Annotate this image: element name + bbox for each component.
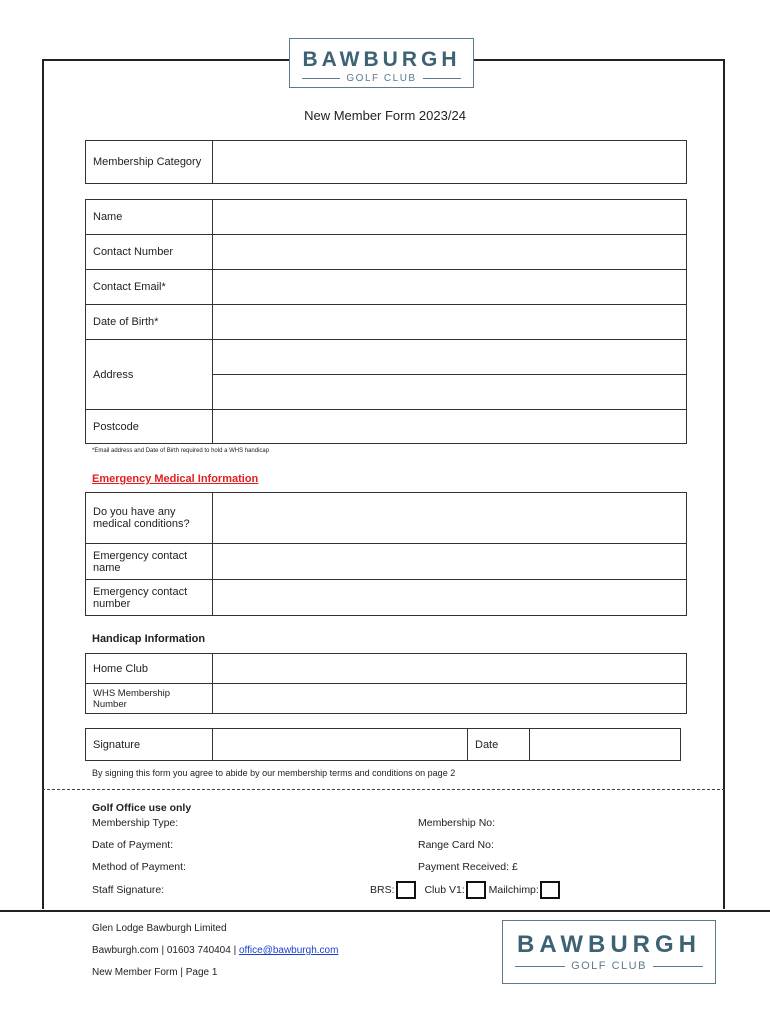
footer-site-phone: Bawburgh.com | 01603 740404 | bbox=[92, 945, 239, 956]
clubv1-checkbox[interactable] bbox=[466, 881, 486, 899]
footer-page: New Member Form | Page 1 bbox=[92, 967, 218, 978]
footer-contact bbox=[92, 945, 338, 956]
clubv1-label: Club V1: bbox=[424, 883, 465, 896]
field-label: Date bbox=[468, 729, 530, 761]
office-label: Staff Signature: bbox=[92, 884, 165, 896]
signature-table bbox=[85, 728, 681, 761]
field-label: Do you have any medical conditions? bbox=[86, 493, 213, 544]
office-label: Membership No: bbox=[418, 817, 496, 829]
handicap-heading: Handicap Information bbox=[92, 633, 206, 645]
emergency-name-field[interactable] bbox=[213, 544, 687, 580]
footer-rule bbox=[0, 910, 770, 912]
membership-table bbox=[85, 140, 687, 184]
signature-field[interactable] bbox=[213, 729, 468, 761]
field-label: Emergency contact number bbox=[86, 580, 213, 616]
field-label: Home Club bbox=[86, 654, 213, 684]
cut-line bbox=[42, 789, 725, 790]
office-heading: Golf Office use only bbox=[92, 802, 192, 814]
address-line-1-field[interactable] bbox=[213, 340, 687, 375]
field-label: Name bbox=[86, 200, 213, 235]
mailchimp-label: Mailchimp: bbox=[488, 883, 539, 896]
mailchimp-checkbox[interactable] bbox=[540, 881, 560, 899]
field-label: Address bbox=[86, 340, 213, 410]
field-label: Contact Number bbox=[86, 235, 213, 270]
emergency-heading: Emergency Medical Information bbox=[92, 473, 259, 485]
club-logo bbox=[289, 38, 474, 88]
office-label: Payment Received: £ bbox=[418, 861, 518, 873]
handicap-note: *Email address and Date of Birth required to hold a WHS handicap bbox=[92, 448, 270, 454]
office-label: Membership Type: bbox=[92, 817, 179, 829]
logo-name: BAWBURGH bbox=[302, 48, 461, 71]
field-label: Signature bbox=[86, 729, 213, 761]
logo-sub: GOLF CLUB bbox=[346, 73, 417, 84]
logo-name: BAWBURGH bbox=[517, 931, 701, 958]
brs-checkbox[interactable] bbox=[396, 881, 416, 899]
footer-email-link[interactable]: office@bawburgh.com bbox=[238, 945, 339, 956]
contact-number-field[interactable] bbox=[213, 235, 687, 270]
field-label: Postcode bbox=[86, 410, 213, 444]
office-checkboxes bbox=[370, 881, 560, 899]
field-label: Emergency contact name bbox=[86, 544, 213, 580]
medical-conditions-field[interactable] bbox=[213, 493, 687, 544]
membership-category-field[interactable] bbox=[213, 141, 687, 184]
terms-note: By signing this form you agree to abide by our membership terms and conditions on page 2 bbox=[92, 768, 456, 778]
postcode-field[interactable] bbox=[213, 410, 687, 444]
date-field[interactable] bbox=[530, 729, 681, 761]
footer-company: Glen Lodge Bawburgh Limited bbox=[92, 923, 227, 934]
home-club-field[interactable] bbox=[213, 654, 687, 684]
form-title: New Member Form 2023/24 bbox=[304, 108, 466, 123]
field-label: Membership Category bbox=[86, 141, 213, 184]
office-label: Range Card No: bbox=[418, 839, 494, 851]
emergency-number-field[interactable] bbox=[213, 580, 687, 616]
field-label: Date of Birth* bbox=[86, 305, 213, 340]
email-field[interactable] bbox=[213, 270, 687, 305]
logo-sub: GOLF CLUB bbox=[571, 960, 647, 972]
office-label: Date of Payment: bbox=[92, 839, 174, 851]
field-label: Contact Email* bbox=[86, 270, 213, 305]
name-field[interactable] bbox=[213, 200, 687, 235]
address-line-2-field[interactable] bbox=[213, 375, 687, 410]
brs-label: BRS: bbox=[370, 883, 395, 896]
personal-table bbox=[85, 199, 687, 444]
whs-number-field[interactable] bbox=[213, 684, 687, 714]
field-label: WHS Membership Number bbox=[86, 684, 213, 714]
handicap-table bbox=[85, 653, 687, 714]
dob-field[interactable] bbox=[213, 305, 687, 340]
footer-logo bbox=[502, 920, 716, 984]
emergency-table bbox=[85, 492, 687, 616]
office-label: Method of Payment: bbox=[92, 861, 186, 873]
